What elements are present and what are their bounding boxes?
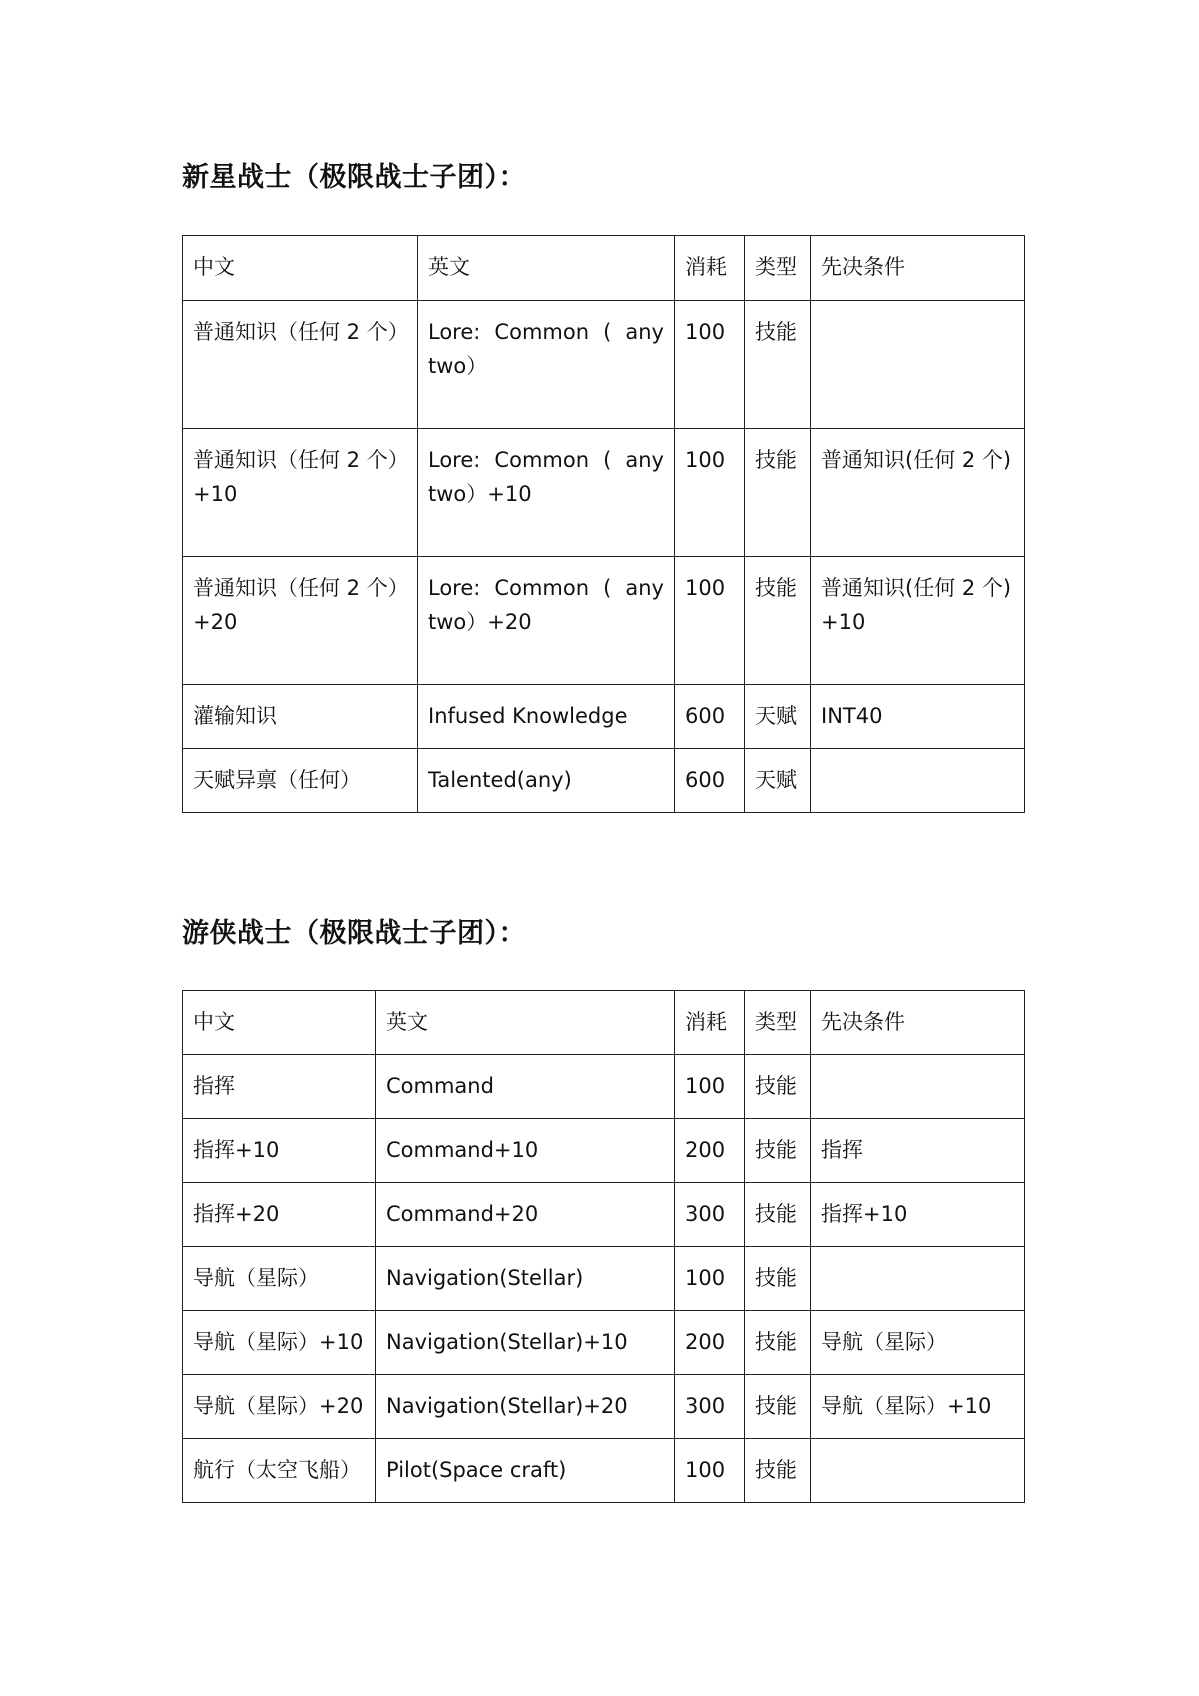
section-title: 游侠战士（极限战士子团）： — [182, 918, 526, 949]
cell-english: Lore: Common ( any two） — [418, 301, 675, 429]
column-header: 类型 — [745, 236, 811, 301]
cell-english: Lore: Common ( any two）+20 — [418, 557, 675, 685]
section-title: 新星战士（极限战士子团）： — [182, 162, 526, 193]
column-header: 英文 — [376, 991, 675, 1055]
table-row — [183, 749, 1025, 813]
cell-prereq: INT40 — [811, 685, 1025, 749]
cell-chinese: 普通知识（任何 2 个） — [183, 301, 418, 429]
table-row — [183, 685, 1025, 749]
cell-type: 技能 — [745, 1247, 811, 1311]
cell-type: 技能 — [745, 1439, 811, 1503]
column-header: 先决条件 — [811, 236, 1025, 301]
cell-english: Command+20 — [376, 1183, 675, 1247]
table-row — [183, 1247, 1025, 1311]
column-header: 消耗 — [675, 236, 745, 301]
cell-type: 天赋 — [745, 749, 811, 813]
cell-chinese: 航行（太空飞船） — [183, 1439, 376, 1503]
table-row — [183, 1119, 1025, 1183]
table-row — [183, 1055, 1025, 1119]
cell-english: Navigation(Stellar) — [376, 1247, 675, 1311]
cell-cost: 600 — [675, 685, 745, 749]
cell-english: Talented(any) — [418, 749, 675, 813]
cell-english: Infused Knowledge — [418, 685, 675, 749]
cell-prereq: 导航（星际）+10 — [811, 1375, 1025, 1439]
cell-type: 技能 — [745, 1055, 811, 1119]
table-row — [183, 557, 1025, 685]
cell-english: Lore: Common ( any two）+10 — [418, 429, 675, 557]
cell-type: 技能 — [745, 1311, 811, 1375]
column-header: 类型 — [745, 991, 811, 1055]
cell-cost: 200 — [675, 1119, 745, 1183]
table-header-row — [183, 991, 1025, 1055]
table-row — [183, 301, 1025, 429]
cell-english: Command+10 — [376, 1119, 675, 1183]
cell-cost: 300 — [675, 1183, 745, 1247]
table-row — [183, 1439, 1025, 1503]
column-header: 英文 — [418, 236, 675, 301]
table-row — [183, 429, 1025, 557]
cell-english: Pilot(Space craft) — [376, 1439, 675, 1503]
cell-prereq: 普通知识(任何 2 个) +10 — [811, 557, 1025, 685]
cell-chinese: 导航（星际） — [183, 1247, 376, 1311]
cell-prereq: 指挥 — [811, 1119, 1025, 1183]
cell-chinese: 指挥+20 — [183, 1183, 376, 1247]
cell-prereq: 导航（星际） — [811, 1311, 1025, 1375]
cell-cost: 100 — [675, 1439, 745, 1503]
cell-cost: 100 — [675, 1055, 745, 1119]
cell-chinese: 灌输知识 — [183, 685, 418, 749]
column-header: 消耗 — [675, 991, 745, 1055]
cell-cost: 300 — [675, 1375, 745, 1439]
cell-cost: 100 — [675, 301, 745, 429]
cell-cost: 600 — [675, 749, 745, 813]
cell-prereq — [811, 1247, 1025, 1311]
cell-type: 技能 — [745, 1375, 811, 1439]
column-header: 中文 — [183, 236, 418, 301]
cell-cost: 200 — [675, 1311, 745, 1375]
cell-english: Command — [376, 1055, 675, 1119]
cell-prereq: 普通知识(任何 2 个) — [811, 429, 1025, 557]
column-header: 中文 — [183, 991, 376, 1055]
cell-english: Navigation(Stellar)+20 — [376, 1375, 675, 1439]
cell-chinese: 导航（星际）+10 — [183, 1311, 376, 1375]
cell-prereq: 指挥+10 — [811, 1183, 1025, 1247]
table-row — [183, 1183, 1025, 1247]
advances-table — [182, 235, 1025, 813]
cell-chinese: 指挥 — [183, 1055, 376, 1119]
table-header-row — [183, 236, 1025, 301]
table-row — [183, 1311, 1025, 1375]
cell-prereq — [811, 301, 1025, 429]
cell-cost: 100 — [675, 557, 745, 685]
cell-type: 技能 — [745, 557, 811, 685]
cell-chinese: 指挥+10 — [183, 1119, 376, 1183]
cell-chinese: 导航（星际）+20 — [183, 1375, 376, 1439]
cell-chinese: 天赋异禀（任何） — [183, 749, 418, 813]
cell-type: 技能 — [745, 1183, 811, 1247]
advances-table — [182, 990, 1025, 1503]
cell-type: 技能 — [745, 429, 811, 557]
cell-prereq — [811, 749, 1025, 813]
cell-prereq — [811, 1055, 1025, 1119]
cell-cost: 100 — [675, 1247, 745, 1311]
cell-type: 技能 — [745, 301, 811, 429]
cell-type: 技能 — [745, 1119, 811, 1183]
column-header: 先决条件 — [811, 991, 1025, 1055]
table-row — [183, 1375, 1025, 1439]
cell-prereq — [811, 1439, 1025, 1503]
cell-chinese: 普通知识（任何 2 个）+10 — [183, 429, 418, 557]
cell-type: 天赋 — [745, 685, 811, 749]
cell-cost: 100 — [675, 429, 745, 557]
cell-english: Navigation(Stellar)+10 — [376, 1311, 675, 1375]
cell-chinese: 普通知识（任何 2 个）+20 — [183, 557, 418, 685]
